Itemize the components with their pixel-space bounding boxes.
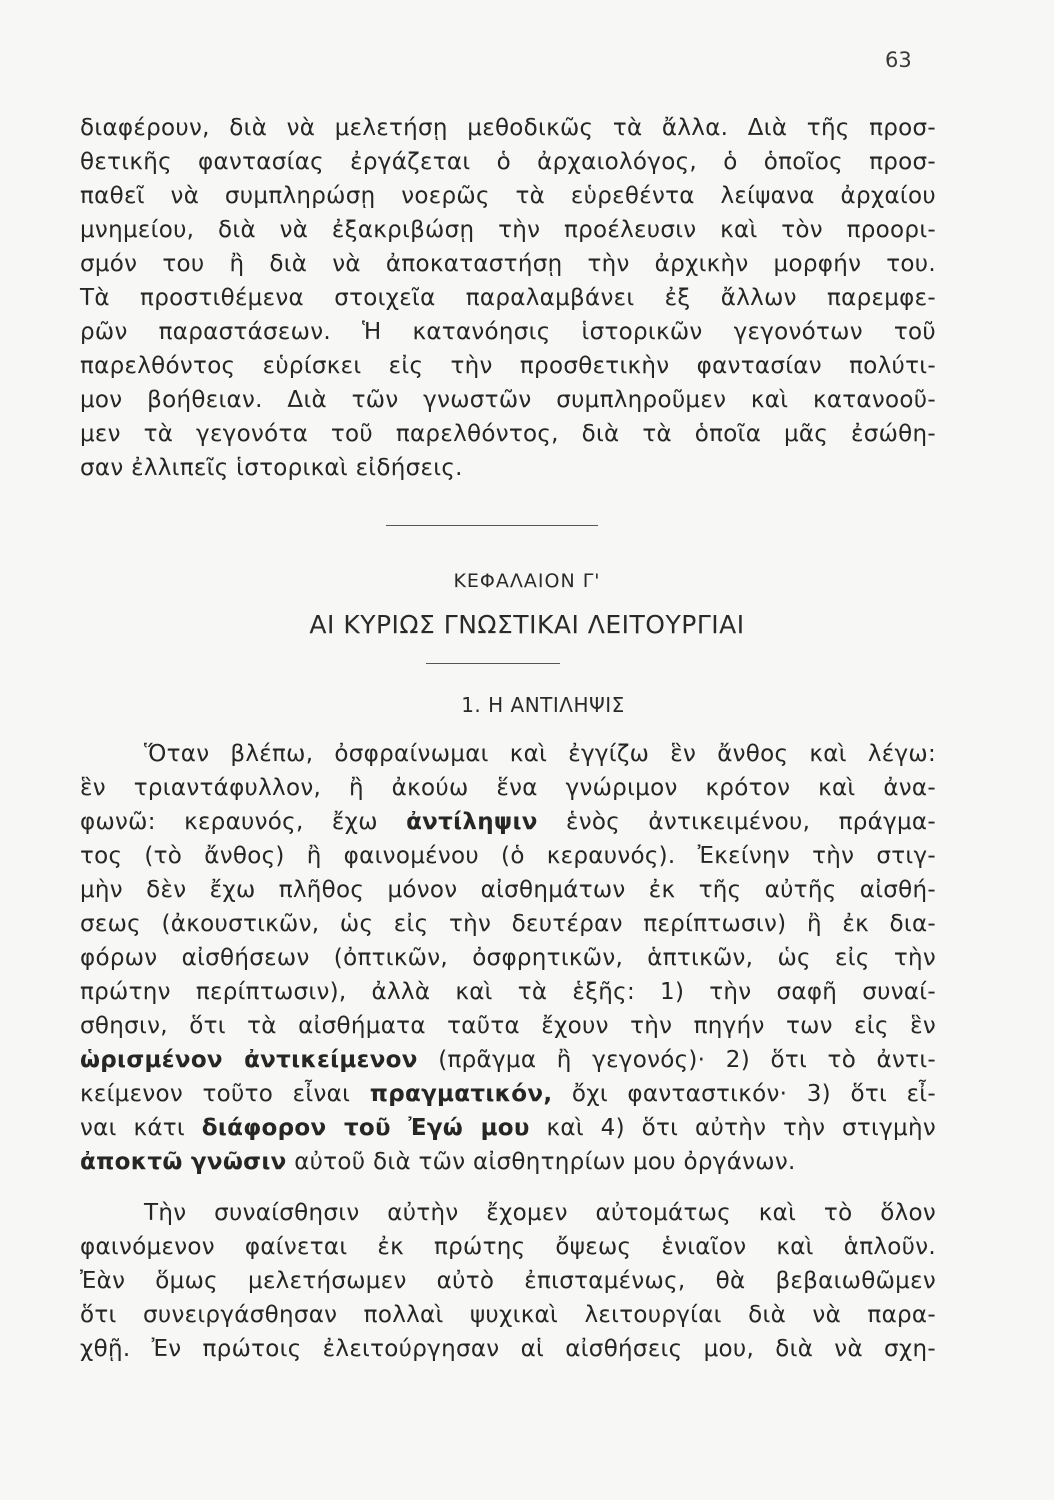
- text-line: Τὰ προστιθέμενα στοιχεῖα παραλαμβάνει ἐξ ἄλλων παρεμφε-: [80, 285, 936, 311]
- emphasis-term: ἀποκτῶ γνῶσιν: [80, 1149, 287, 1175]
- chapter-label: ΚΕΦΑΛΑΙΟΝ Γ': [453, 570, 601, 592]
- text-line: μεν τὰ γεγονότα τοῦ παρελθόντος, διὰ τὰ ὁποῖα μᾶς ἐσώθη-: [80, 421, 936, 447]
- page-number: 63: [885, 48, 912, 72]
- text-line: σθησιν, ὅτι τὰ αἰσθήματα ταῦτα ἔχουν τὴν πηγήν των εἰς ἓν: [80, 1013, 936, 1039]
- text-span: καὶ 4) ὅτι αὐτὴν τὴν στιγμὴν: [529, 1115, 936, 1141]
- text-span: ἑνὸς ἀντικειμένου, πράγμα-: [537, 809, 936, 835]
- text-line: μνημείου, διὰ νὰ ἐξακριβώσῃ τὴν προέλευσιν καὶ τὸν προορι-: [80, 217, 936, 243]
- text-line: Ὅταν βλέπω, ὀσφραίνωμαι καὶ ἐγγίζω ἓν ἄνθος καὶ λέγω:: [144, 741, 936, 767]
- text-span: αὐτοῦ διὰ τῶν αἰσθητηρίων μου ὀργάνων.: [286, 1149, 796, 1175]
- text-line: θετικῆς φαντασίας ἐργάζεται ὁ ἀρχαιολόγος, ὁ ὁποῖος προσ-: [80, 149, 936, 175]
- text-line: ρῶν παραστάσεων. Ἡ κατανόησις ἱστορικῶν γεγονότων τοῦ: [80, 319, 936, 345]
- text-line: [80, 805, 936, 839]
- text-span: κείμενον τοῦτο εἶναι: [80, 1081, 370, 1107]
- text-span: ναι κάτι: [80, 1115, 202, 1141]
- text-line: μον βοήθειαν. Διὰ τῶν γνωστῶν συμπληροῦμεν καὶ κατανοοῦ-: [80, 387, 936, 413]
- paragraph-1: [80, 111, 936, 485]
- section-divider-top: [386, 525, 598, 526]
- section-title: 1. Η ΑΝΤΙΛΗΨΙΣ: [461, 693, 625, 717]
- emphasis-term: ἀντίληψιν: [406, 809, 538, 835]
- text-line: σαν ἐλλιπεῖς ἱστορικαὶ εἰδήσεις.: [80, 455, 463, 481]
- chapter-title: ΑΙ ΚΥΡΙΩΣ ΓΝΩΣΤΙΚΑΙ ΛΕΙΤΟΥΡΓΙΑΙ: [309, 610, 745, 639]
- text-line: πρώτην περίπτωσιν), ἀλλὰ καὶ τὰ ἑξῆς: 1) τὴν σαφῆ συναί-: [80, 979, 936, 1005]
- text-line: παρελθόντος εὑρίσκει εἰς τὴν προσθετικὴν φαντασίαν πολύτι-: [80, 353, 936, 379]
- paragraph-3: [80, 1196, 936, 1366]
- text-line: φαινόμενον φαίνεται ἐκ πρώτης ὄψεως ἑνιαῖον καὶ ἁπλοῦν.: [80, 1234, 936, 1260]
- text-line: [80, 1145, 936, 1179]
- text-line: σεως (ἀκουστικῶν, ὡς εἰς τὴν δευτέραν περίπτωσιν) ἢ ἐκ δια-: [80, 911, 936, 937]
- text-line: διαφέρουν, διὰ νὰ μελετήσῃ μεθοδικῶς τὰ ἄλλα. Διὰ τῆς προσ-: [80, 115, 936, 141]
- text-line: Ἐὰν ὅμως μελετήσωμεν αὐτὸ ἐπισταμένως, θὰ βεβαιωθῶμεν: [80, 1268, 936, 1294]
- emphasis-term: πραγματικόν,: [369, 1081, 553, 1107]
- text-span: φωνῶ: κεραυνός, ἔχω: [80, 809, 407, 835]
- text-line: ἓν τριαντάφυλλον, ἢ ἀκούω ἕνα γνώριμον κρότον καὶ ἀνα-: [80, 775, 936, 801]
- text-line: τος (τὸ ἄνθος) ἢ φαινομένου (ὁ κεραυνός). Ἐκείνην τὴν στιγ-: [80, 843, 936, 869]
- text-span: (πρᾶγμα ἢ γεγονός)· 2) ὅτι τὸ ἀντι-: [417, 1047, 936, 1073]
- text-line: [80, 1077, 936, 1111]
- text-line: ὅτι συνειργάσθησαν πολλαὶ ψυχικαὶ λειτουργίαι διὰ νὰ παρα-: [80, 1302, 936, 1328]
- emphasis-term: διάφορον τοῦ Ἐγώ μου: [201, 1115, 530, 1141]
- text-span: ὄχι φανταστικόν· 3) ὅτι εἶ-: [552, 1081, 936, 1107]
- text-line: φόρων αἰσθήσεων (ὀπτικῶν, ὀσφρητικῶν, ἁπτικῶν, ὡς εἰς τὴν: [80, 945, 936, 971]
- emphasis-term: ὡρισμένον ἀντικείμενον: [80, 1047, 418, 1073]
- text-line: μὴν δὲν ἔχω πλῆθος μόνον αἰσθημάτων ἐκ τῆς αὐτῆς αἰσθή-: [80, 877, 936, 903]
- section-divider-bottom: [426, 663, 560, 664]
- text-line: παθεῖ νὰ συμπληρώσῃ νοερῶς τὰ εὑρεθέντα λείψανα ἀρχαίου: [80, 183, 936, 209]
- text-line: Τὴν συναίσθησιν αὐτὴν ἔχομεν αὐτομάτως καὶ τὸ ὅλον: [144, 1200, 936, 1226]
- paragraph-2: [80, 737, 936, 1179]
- text-line: [80, 1111, 936, 1145]
- text-line: σμόν του ἢ διὰ νὰ ἀποκαταστήσῃ τὴν ἀρχικὴν μορφήν του.: [80, 251, 936, 277]
- text-line: [80, 1043, 936, 1077]
- text-line: χθῇ. Ἐν πρώτοις ἐλειτούργησαν αἱ αἰσθήσεις μου, διὰ νὰ σχη-: [80, 1336, 936, 1362]
